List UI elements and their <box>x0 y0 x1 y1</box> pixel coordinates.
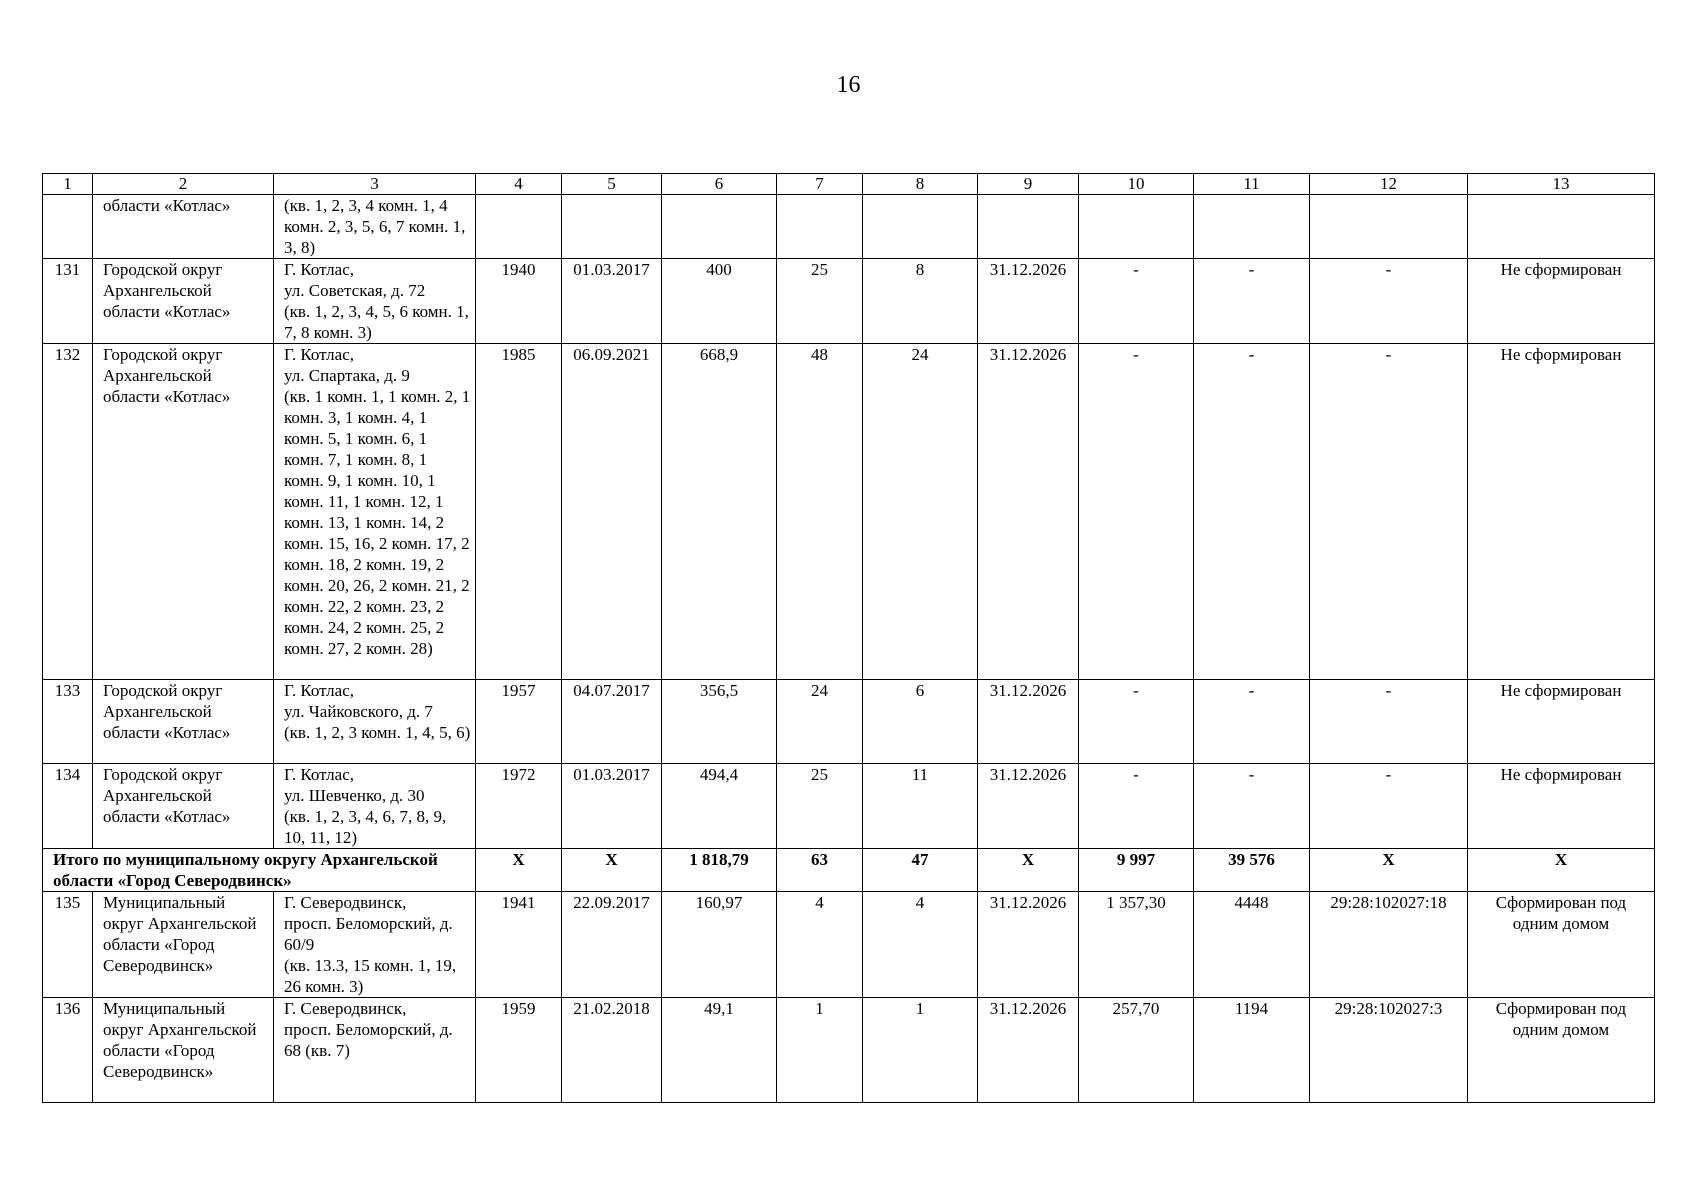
col8-cell: 24 <box>863 344 978 680</box>
column-number: 6 <box>662 174 777 195</box>
municipality-cell: Муниципальный округ Архангельской области «Город Северодвинск» <box>93 998 274 1103</box>
row-number-cell: 135 <box>43 892 93 998</box>
column-number: 10 <box>1079 174 1194 195</box>
col11-cell: - <box>1194 764 1310 849</box>
row-number-cell: 131 <box>43 259 93 344</box>
total-area: 1 818,79 <box>662 849 777 892</box>
col11-cell: - <box>1194 344 1310 680</box>
col8-cell: 4 <box>863 892 978 998</box>
total-col8: 47 <box>863 849 978 892</box>
col11-cell: - <box>1194 259 1310 344</box>
municipality-cell: Городской округ Архангельской области «Котлас» <box>93 764 274 849</box>
address-cell: Г. Северодвинск, просп. Беломорский, д. 60/9 (кв. 13.3, 15 комн. 1, 19, 26 комн. 3) <box>274 892 476 998</box>
table-row <box>43 344 1655 680</box>
status-cell: Не сформирован <box>1468 344 1655 680</box>
column-number: 7 <box>777 174 863 195</box>
date-cell: 01.03.2017 <box>562 764 662 849</box>
cadastral-cell: 29:28:102027:3 <box>1310 998 1468 1103</box>
date-cell: 22.09.2017 <box>562 892 662 998</box>
col7-cell: 25 <box>777 259 863 344</box>
col8-cell: 6 <box>863 680 978 764</box>
column-number: 8 <box>863 174 978 195</box>
col8-cell: 11 <box>863 764 978 849</box>
row-number-cell: 134 <box>43 764 93 849</box>
date-cell: 01.03.2017 <box>562 259 662 344</box>
column-number: 11 <box>1194 174 1310 195</box>
column-number: 12 <box>1310 174 1468 195</box>
status-cell: Сформирован под одним домом <box>1468 892 1655 998</box>
status-cell: Сформирован под одним домом <box>1468 998 1655 1103</box>
status-cell: Не сформирован <box>1468 259 1655 344</box>
col8-cell: 1 <box>863 998 978 1103</box>
address-cell: Г. Котлас, ул. Чайковского, д. 7 (кв. 1, 2, 3 комн. 1, 4, 5, 6) <box>274 680 476 764</box>
address-cell: Г. Северодвинск, просп. Беломорский, д. 68 (кв. 7) <box>274 998 476 1103</box>
col11-cell: 4448 <box>1194 892 1310 998</box>
year-cell: 1972 <box>476 764 562 849</box>
status-cell: Не сформирован <box>1468 680 1655 764</box>
column-number-row <box>43 174 1655 195</box>
cadastral-cell: - <box>1310 259 1468 344</box>
total-col13: X <box>1468 849 1655 892</box>
total-col11: 39 576 <box>1194 849 1310 892</box>
deadline-cell: 31.12.2026 <box>978 680 1079 764</box>
col10-cell: - <box>1079 680 1194 764</box>
column-number: 2 <box>93 174 274 195</box>
column-number: 1 <box>43 174 93 195</box>
date-cell: 21.02.2018 <box>562 998 662 1103</box>
municipality-cell: Городской округ Архангельской области «Котлас» <box>93 344 274 680</box>
year-cell: 1940 <box>476 259 562 344</box>
municipality-cell: области «Котлас» <box>93 195 274 259</box>
col11-cell: - <box>1194 680 1310 764</box>
col7-cell: 1 <box>777 998 863 1103</box>
col10-cell: 1 357,30 <box>1079 892 1194 998</box>
cadastral-cell <box>1310 195 1468 259</box>
col7-cell <box>777 195 863 259</box>
year-cell: 1985 <box>476 344 562 680</box>
deadline-cell: 31.12.2026 <box>978 892 1079 998</box>
col10-cell <box>1079 195 1194 259</box>
address-cell: Г. Котлас, ул. Шевченко, д. 30 (кв. 1, 2, 3, 4, 6, 7, 8, 9, 10, 11, 12) <box>274 764 476 849</box>
cadastral-cell: - <box>1310 764 1468 849</box>
municipality-cell: Городской округ Архангельской области «Котлас» <box>93 680 274 764</box>
area-cell: 160,97 <box>662 892 777 998</box>
row-number-cell: 133 <box>43 680 93 764</box>
page-number: 16 <box>836 72 861 98</box>
housing-registry-table <box>42 173 1655 1103</box>
area-cell: 668,9 <box>662 344 777 680</box>
year-cell: 1941 <box>476 892 562 998</box>
deadline-cell: 31.12.2026 <box>978 998 1079 1103</box>
area-cell: 400 <box>662 259 777 344</box>
area-cell: 49,1 <box>662 998 777 1103</box>
area-cell <box>662 195 777 259</box>
status-cell <box>1468 195 1655 259</box>
col8-cell <box>863 195 978 259</box>
col11-cell: 1194 <box>1194 998 1310 1103</box>
deadline-cell <box>978 195 1079 259</box>
area-cell: 494,4 <box>662 764 777 849</box>
cadastral-cell: - <box>1310 344 1468 680</box>
year-cell: 1957 <box>476 680 562 764</box>
table-row <box>43 764 1655 849</box>
column-number: 3 <box>274 174 476 195</box>
date-cell: 06.09.2021 <box>562 344 662 680</box>
row-number-cell <box>43 195 93 259</box>
total-col4: X <box>476 849 562 892</box>
total-col7: 63 <box>777 849 863 892</box>
col7-cell: 48 <box>777 344 863 680</box>
total-row <box>43 849 1655 892</box>
deadline-cell: 31.12.2026 <box>978 764 1079 849</box>
address-cell: Г. Котлас, ул. Советская, д. 72 (кв. 1, 2, 3, 4, 5, 6 комн. 1, 7, 8 комн. 3) <box>274 259 476 344</box>
year-cell <box>476 195 562 259</box>
column-number: 9 <box>978 174 1079 195</box>
deadline-cell: 31.12.2026 <box>978 344 1079 680</box>
column-number: 5 <box>562 174 662 195</box>
col11-cell <box>1194 195 1310 259</box>
col10-cell: - <box>1079 344 1194 680</box>
column-number: 4 <box>476 174 562 195</box>
col7-cell: 4 <box>777 892 863 998</box>
address-cell: (кв. 1, 2, 3, 4 комн. 1, 4 комн. 2, 3, 5, 6, 7 комн. 1, 3, 8) <box>274 195 476 259</box>
column-number: 13 <box>1468 174 1655 195</box>
col10-cell: 257,70 <box>1079 998 1194 1103</box>
row-number-cell: 132 <box>43 344 93 680</box>
status-cell: Не сформирован <box>1468 764 1655 849</box>
col7-cell: 25 <box>777 764 863 849</box>
total-label: Итого по муниципальному округу Архангельской области «Город Северодвинск» <box>43 849 476 892</box>
col10-cell: - <box>1079 259 1194 344</box>
area-cell: 356,5 <box>662 680 777 764</box>
municipality-cell: Муниципальный округ Архангельской области «Город Северодвинск» <box>93 892 274 998</box>
col7-cell: 24 <box>777 680 863 764</box>
continuation-row <box>43 195 1655 259</box>
date-cell <box>562 195 662 259</box>
total-col10: 9 997 <box>1079 849 1194 892</box>
table-row <box>43 998 1655 1103</box>
table-row <box>43 892 1655 998</box>
municipality-cell: Городской округ Архангельской области «Котлас» <box>93 259 274 344</box>
total-col5: X <box>562 849 662 892</box>
deadline-cell: 31.12.2026 <box>978 259 1079 344</box>
cadastral-cell: 29:28:102027:18 <box>1310 892 1468 998</box>
row-number-cell: 136 <box>43 998 93 1103</box>
total-col12: X <box>1310 849 1468 892</box>
table-row <box>43 680 1655 764</box>
total-col9: X <box>978 849 1079 892</box>
address-cell: Г. Котлас, ул. Спартака, д. 9 (кв. 1 комн. 1, 1 комн. 2, 1 комн. 3, 1 комн. 4, 1 комн. 5, 1 комн. 6, 1 комн. 7, 1 комн. 8, 1 комн. 9, 1 комн. 10, 1 комн. 11, 1 комн. 12, 1 комн. 13, 1 комн. 14, 2 комн. 15, 16, 2 комн. 17, 2 комн. 18, 2 комн. 19, 2 комн. 20, 26, 2 комн. 21, 2 комн. 22, 2 комн. 23, 2 комн. 24, 2 комн. 25, 2 комн. 27, 2 комн. 28) <box>274 344 476 680</box>
year-cell: 1959 <box>476 998 562 1103</box>
table-row <box>43 259 1655 344</box>
col8-cell: 8 <box>863 259 978 344</box>
cadastral-cell: - <box>1310 680 1468 764</box>
col10-cell: - <box>1079 764 1194 849</box>
date-cell: 04.07.2017 <box>562 680 662 764</box>
